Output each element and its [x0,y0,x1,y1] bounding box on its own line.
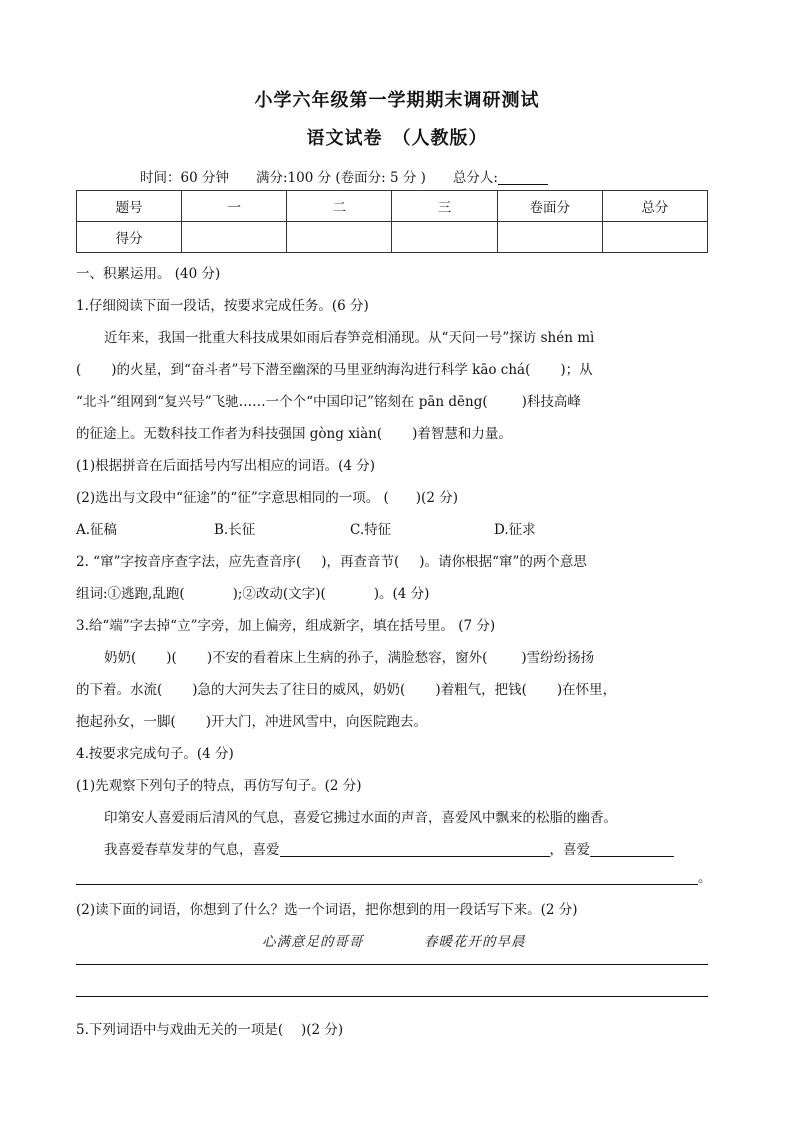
score-table-header-row [77,191,708,222]
q1-passage-line2 [76,358,593,378]
q4-word-1: 心满意足的哥哥 [262,934,364,950]
option-c[interactable]: C.特征 [350,522,392,538]
score-cell[interactable] [497,222,602,253]
q4-word-2: 春暖花开的早晨 [424,934,526,950]
q5-title: 5.下列词语中与戏曲无关的一项是( )(2 分) [76,1022,344,1038]
q3-text: )在怀里， [556,682,617,698]
q4-sub1: (1)先观察下列句子的特点，再仿写句子。(2 分) [76,778,362,794]
score-header-cell: 二 [287,191,392,222]
exam-title: 小学六年级第一学期期末调研测试 [254,90,540,111]
q3-text: )开大门，冲进风雪中，向医院跑去。 [205,714,428,730]
q3-line1 [104,646,594,666]
q1-text: )着智慧和力量。 [412,426,512,442]
score-header-cell: 三 [392,191,497,222]
q1-passage-line3 [76,390,581,410]
q4-text: 我喜爱春草发芽的气息，喜爱 [104,842,280,858]
q3-line3 [76,710,427,730]
q3-title: 3.给“端”字去掉“立”字旁，加上偏旁，组成新字，填在括号里。 (7 分) [76,618,496,634]
q3-text: )( [166,650,177,666]
q1-text: 的征途上。无数科技工作者为科技强国 gòng xiàn( [76,426,383,442]
exam-subtitle: 语文试卷 （人教版） [306,128,488,149]
q2-line1 [76,550,587,570]
q1-passage-line1: 近年来，我国一批重大科技成果如雨后春笋竞相涌现。从“天问一号”探访 shén mì [104,330,595,346]
q3-text: )雪纷纷扬扬 [521,650,595,666]
q3-text: 奶奶( [104,650,137,666]
q1-passage-line4 [76,422,512,442]
score-cell[interactable] [182,222,287,253]
q1-text: )的火星，到“奋斗者”号下潜至幽深的马里亚纳海沟进行科学 kāo chá( [111,362,531,378]
q1-text: “北斗”组网到“复兴号”飞驰……一个个“中国印记”铭刻在 pān dēng( [76,394,488,410]
q2-text: 组词:①逃跑,乱跑( [76,586,185,602]
score-cell[interactable] [392,222,497,253]
answer-line[interactable] [76,870,698,885]
answer-line[interactable] [280,842,550,857]
score-cell[interactable] [287,222,392,253]
q2-text: );②改动(文字)( [232,586,326,602]
q3-text: )不安的看着床上生病的孙子，满脸愁容，窗外( [206,650,488,666]
q2-line2 [76,582,429,602]
q4-text: ，喜爱 [549,842,590,858]
q1-sub1: (1)根据拼音在后面括号内写出相应的词语。(4 分) [76,458,376,474]
score-header-cell: 题号 [77,191,182,222]
score-table [76,190,708,253]
score-cell[interactable] [602,222,707,253]
answer-line[interactable] [590,842,674,857]
q1-title: 1.仔细阅读下面一段话，按要求完成任务。(6 分) [76,298,369,314]
score-header-cell: 总分 [602,191,707,222]
period-mark: 。 [698,870,712,886]
score-header-cell: 一 [182,191,287,222]
q3-text: )急的大河失去了往日的威风，奶奶( [192,682,406,698]
q1-options [76,518,536,538]
q4-title: 4.按要求完成句子。(4 分) [76,746,234,762]
exam-meta [140,166,548,186]
q2-text: )。请你根据“窜”的两个意思 [419,554,587,570]
option-a[interactable]: A.征稿 [76,522,118,538]
q3-text: 的下着。水流( [76,682,163,698]
section1-heading: 一、积累运用。 (40 分) [76,266,221,282]
q3-line2 [76,678,616,698]
q2-text: 2. “窜”字按音序查字法，应先查音序( [76,554,302,570]
score-header-cell: 卷面分 [497,191,602,222]
q1-text: )；从 [560,362,593,378]
writing-line[interactable] [76,996,708,997]
score-table-score-row [77,222,708,253]
q3-text: 抱起孙女，一脚( [76,714,176,730]
q4-sub2: (2)读下面的词语，你想到了什么？选一个词语，把你想到的用一段话写下来。(2 分) [76,902,578,918]
writing-line[interactable] [76,964,708,965]
q1-sub2: (2)选出与文段中“征途”的“征”字意思相同的一项。 ( )(2 分) [76,490,458,506]
scorer-blank[interactable] [498,170,548,185]
q1-text: )科技高峰 [521,394,581,410]
q4-example: 印第安人喜爱雨后清风的气息，喜爱它拂过水面的声音，喜爱风中飘来的松脂的幽香。 [104,810,617,826]
paren-open: ( [76,362,82,378]
q2-text: )。(4 分) [373,586,430,602]
option-d[interactable]: D.征求 [494,522,536,538]
exam-meta-text: 时间：60 分钟 满分:100 分 (卷面分: 5 分 ) 总分人: [140,170,498,186]
score-row-label: 得分 [77,222,182,253]
option-b[interactable]: B.长征 [214,522,256,538]
q3-text: )着粗气，把钱( [435,682,527,698]
q4-imitate-cont [76,866,712,886]
q2-text: )，再查音节( [321,554,400,570]
q4-imitate-line [104,838,674,858]
